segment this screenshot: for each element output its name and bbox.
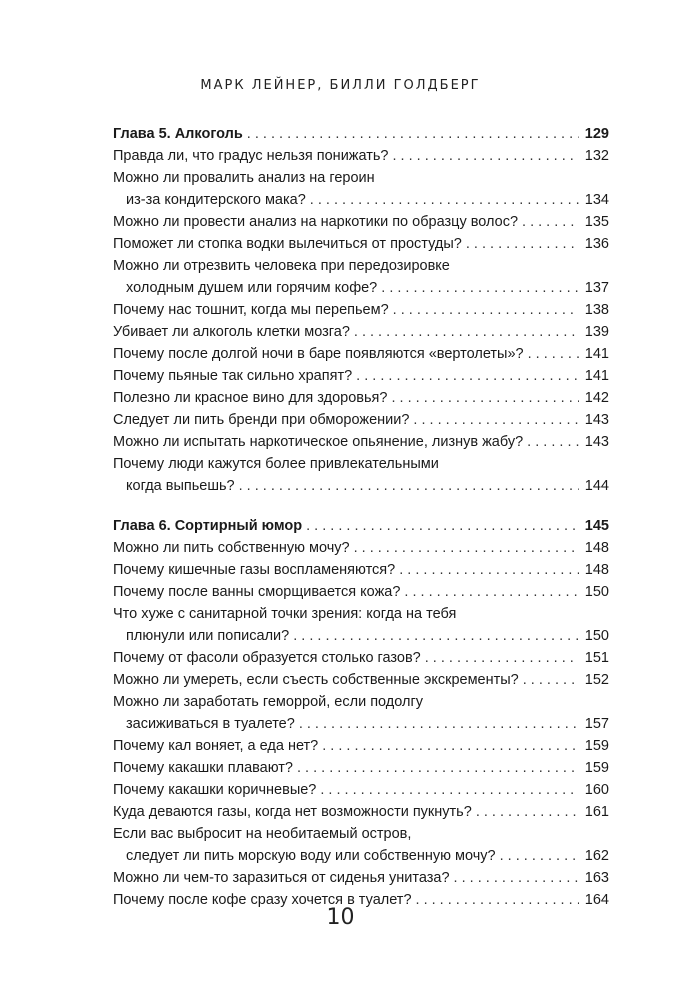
entry-page: 142 [584,390,609,406]
entry-title-line: Можно ли отрезвить человека при передозировке [113,258,450,274]
toc-entry [113,365,609,387]
entry-title-line: Можно ли заработать геморрой, если подолгу [113,694,423,710]
entry-title: Почему после долгой ночи в баре появляются «вертолеты»? [113,346,524,362]
entry-page: 138 [584,302,609,318]
leader-dots [322,735,579,757]
entry-page: 137 [584,280,609,296]
entry-page: 152 [584,672,609,688]
entry-title-line: засиживаться в туалете? [126,716,295,732]
entry-page: 143 [584,434,609,450]
entry-title: Почему от фасоли образуется столько газов? [113,650,421,666]
leader-dots [239,475,579,497]
toc-entry [113,453,609,497]
toc-entry [113,233,609,255]
leader-dots [413,409,579,431]
entry-title: Можно ли испытать наркотическое опьянение, лизнув жабу? [113,434,524,450]
entry-page: 148 [584,540,609,556]
toc-entry [113,409,609,431]
leader-dots [297,757,579,779]
leader-dots [306,515,579,537]
entry-page: 150 [584,584,609,600]
entry-title: Полезно ли красное вино для здоровья? [113,390,388,406]
leader-dots [404,581,579,603]
entry-title: Можно ли провести анализ на наркотики по образцу волос? [113,214,519,230]
leader-dots [391,387,579,409]
entry-title-line: когда выпьешь? [126,478,235,494]
table-of-contents [113,123,609,929]
leader-dots [527,431,579,453]
entry-title-line: из-за кондитерского мака? [126,192,306,208]
leader-dots [393,145,580,167]
toc-entry [113,823,609,867]
leader-dots [356,365,579,387]
running-head: МАРК ЛЕЙНЕР, БИЛЛИ ГОЛДБЕРГ [200,78,481,93]
entry-page: 160 [584,782,609,798]
chapter-page: 145 [584,518,609,534]
leader-dots [500,845,579,867]
leader-dots [454,867,579,889]
entry-page: 159 [584,760,609,776]
entry-page: 135 [584,214,609,230]
toc-entry [113,603,609,647]
toc-entry [113,691,609,735]
leader-dots [425,647,579,669]
entry-title-line: холодным душем или горячим кофе? [126,280,378,296]
entry-page: 161 [584,804,609,820]
entry-page: 151 [584,650,609,666]
entry-title: Можно ли пить собственную мочу? [113,540,350,556]
entry-page: 157 [584,716,609,732]
chapter-heading [113,515,609,537]
entry-title: Правда ли, что градус нельзя понижать? [113,148,389,164]
leader-dots [522,211,579,233]
chapter-title: Глава 5. Алкоголь [113,126,243,142]
leader-dots [528,343,579,365]
entry-page: 139 [584,324,609,340]
entry-page: 143 [584,412,609,428]
entry-page: 144 [584,478,609,494]
toc-entry [113,581,609,603]
entry-title-line: Почему люди кажутся более привлекательными [113,456,439,472]
entry-page: 148 [584,562,609,578]
toc-entry [113,779,609,801]
page-number: 10 [326,905,355,930]
entry-page: 164 [584,892,609,908]
toc-entry [113,735,609,757]
leader-dots [299,713,579,735]
toc-entry [113,559,609,581]
toc-entry [113,801,609,823]
entry-title: Почему какашки коричневые? [113,782,317,798]
entry-page: 141 [584,368,609,384]
entry-title: Убивает ли алкоголь клетки мозга? [113,324,350,340]
chapter-section [113,515,609,911]
entry-title: Почему после кофе сразу хочется в туалет? [113,892,412,908]
chapter-page: 129 [584,126,609,142]
entry-title: Почему пьяные так сильно храпят? [113,368,353,384]
chapter-heading [113,123,609,145]
entry-title-line: Можно ли провалить анализ на героин [113,170,375,186]
toc-entry [113,255,609,299]
toc-entry [113,321,609,343]
toc-entry [113,145,609,167]
entry-title: Поможет ли стопка водки вылечиться от простуды? [113,236,462,252]
leader-dots [247,123,579,145]
leader-dots [354,537,579,559]
entry-page: 134 [584,192,609,208]
entry-title-line: следует ли пить морскую воду или собственную мочу? [126,848,496,864]
entry-title: Почему кишечные газы воспламеняются? [113,562,396,578]
leader-dots [476,801,579,823]
toc-entry [113,299,609,321]
leader-dots [354,321,579,343]
toc-entry [113,867,609,889]
entry-title-line: Что хуже с санитарной точки зрения: когда на тебя [113,606,457,622]
toc-entry [113,647,609,669]
entry-page: 132 [584,148,609,164]
entry-title: Следует ли пить бренди при обморожении? [113,412,410,428]
leader-dots [310,189,579,211]
entry-page: 136 [584,236,609,252]
entry-page: 162 [584,848,609,864]
chapter-title: Глава 6. Сортирный юмор [113,518,303,534]
toc-entry [113,669,609,691]
entry-title: Куда деваются газы, когда нет возможности пукнуть? [113,804,472,820]
toc-entry [113,343,609,365]
leader-dots [320,779,579,801]
toc-entry [113,211,609,233]
entry-title: Почему кал воняет, а еда нет? [113,738,319,754]
entry-title: Почему после ванны сморщивается кожа? [113,584,401,600]
entry-title: Почему нас тошнит, когда мы перепьем? [113,302,389,318]
entry-title: Можно ли чем-то заразиться от сиденья унитаза? [113,870,450,886]
entry-title-line: Если вас выбросит на необитаемый остров, [113,826,412,842]
toc-entry [113,537,609,559]
leader-dots [466,233,579,255]
leader-dots [293,625,579,647]
chapter-section [113,123,609,497]
entry-page: 141 [584,346,609,362]
leader-dots [399,559,579,581]
toc-entry [113,167,609,211]
entry-page: 163 [584,870,609,886]
entry-page: 159 [584,738,609,754]
leader-dots [523,669,579,691]
entry-title: Можно ли умереть, если съесть собственные экскременты? [113,672,519,688]
toc-entry [113,431,609,453]
toc-entry [113,757,609,779]
entry-title: Почему какашки плавают? [113,760,293,776]
leader-dots [393,299,579,321]
toc-entry [113,387,609,409]
entry-title-line: плюнули или пописали? [126,628,290,644]
leader-dots [381,277,579,299]
entry-page: 150 [584,628,609,644]
